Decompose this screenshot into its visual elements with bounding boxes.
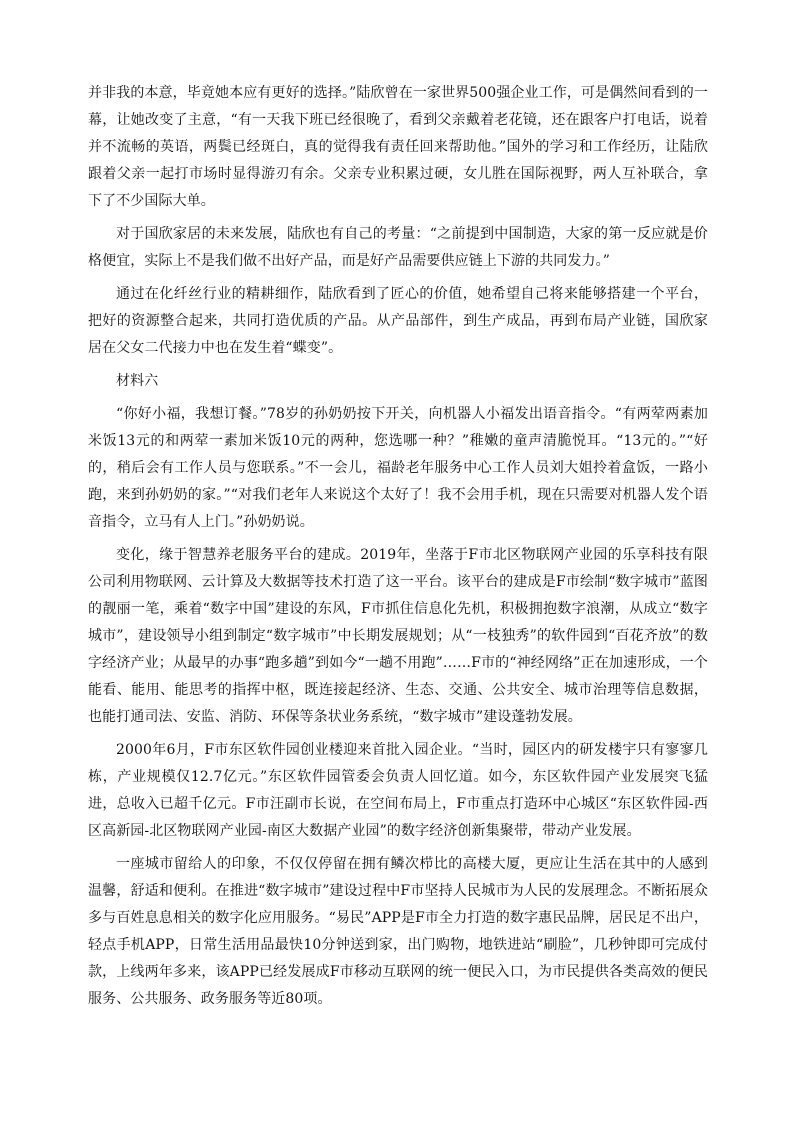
paragraph-7: 一座城市留给人的印象，不仅仅停留在拥有鳞次栉比的高楼大厦，更应让生活在其中的人感到温馨，舒适和便利。在推进“数字城市”建设过程中F市坚持人民城市为人民的发展理念。不断拓展众多与百姓息息相关的数字化应用服务。“易民”APP是F市全力打造的数字惠民品牌，居民足不出户，轻点手机APP，日常生活用品最快10分钟送到家，出门购物，地铁进站“刷脸”，几秒钟即可完成付款，上线两年多来，该APP已经发展成F市移动互联网的统一便民入口，为市民提供各类高效的便民服务、公共服务、政务服务等近80项。 xyxy=(88,856,708,1007)
paragraph-3: 通过在化纤丝行业的精耕细作，陆欣看到了匠心的价值，她希望自己将来能够搭建一个平台，把好的资源整合起来，共同打造优质的产品。从产品部件，到生产成品，再到布局产业链，国欣家居在父女二代接力中也在发生着“蝶变”。 xyxy=(88,286,708,356)
section-heading: 材料六 xyxy=(116,373,159,389)
document-page xyxy=(88,80,708,1019)
paragraph-4: “你好小福，我想订餐。”78岁的孙奶奶按下开关，向机器人小福发出语音指令。“有两荤两素加米饭13元的和两荤一素加米饭10元的两种，您选哪一种？”稚嫩的童声清脆悦耳。“13元的。”“好的，稍后会有工作人员与您联系。”不一会儿，福龄老年服务中心工作人员刘大姐拎着盒饭，一路小跑，来到孙奶奶的家。”“对我们老年人来说这个太好了！我不会用手机，现在只需要对机器人发个语音指令，立马有人上门。”孙奶奶说。 xyxy=(88,406,708,530)
paragraph-6: 2000年6月，F市东区软件园创业楼迎来首批入园企业。“当时，园区内的研发楼宇只有寥寥几栋，产业规模仅12.7亿元。”东区软件园管委会负责人回忆道。如今，东区软件园产业发展突飞猛进，总收入已超千亿元。F市汪副市长说，在空间布局上，F市重点打造环中心城区“东区软件园-西区高新园-北区物联网产业园-南区大数据产业园”的数字经济创新集聚带，带动产业发展。 xyxy=(88,742,708,839)
paragraph-5: 变化，缘于智慧养老服务平台的建成。2019年，坐落于F市北区物联网产业园的乐享科技有限公司利用物联网、云计算及大数据等技术打造了这一平台。该平台的建成是F市绘制“数字城市”蓝图的靓丽一笔，乘着“数字中国”建设的东风，F市抓住信息化先机，积极拥抱数字浪潮，从成立“数字城市”，建设领导小组到制定“数字城市”中长期发展规划；从“一枝独秀”的软件园到“百花齐放”的数字经济产业；从最早的办事“跑多趟”到如今“一趟不用跑”……F市的“神经网络”正在加速形成，一个能看、能用、能思考的指挥中枢，既连接起经济、生态、交通、公共安全、城市治理等信息数据，也能打通司法、安监、消防、环保等条状业务系统，“数字城市”建设蓬勃发展。 xyxy=(88,547,708,725)
paragraph-2: 对于国欣家居的未来发展，陆欣也有自己的考量：“之前提到中国制造，大家的第一反应就是价格便宜，实际上不是我们做不出好产品，而是好产品需要供应链上下游的共同发力。” xyxy=(88,226,708,269)
paragraph-1: 并非我的本意，毕竟她本应有更好的选择。”陆欣曾在一家世界500强企业工作，可是偶然间看到的一幕，让她改变了主意，“有一天我下班已经很晚了，看到父亲戴着老花镜，还在跟客户打电话，说着并不流畅的英语，两鬓已经斑白，真的觉得我有责任回来帮助他。”国外的学习和工作经历，让陆欣跟着父亲一起打市场时显得游刃有余。父亲专业积累过硬，女儿胜在国际视野，两人互补联合，拿下了不少国际大单。 xyxy=(88,85,708,209)
